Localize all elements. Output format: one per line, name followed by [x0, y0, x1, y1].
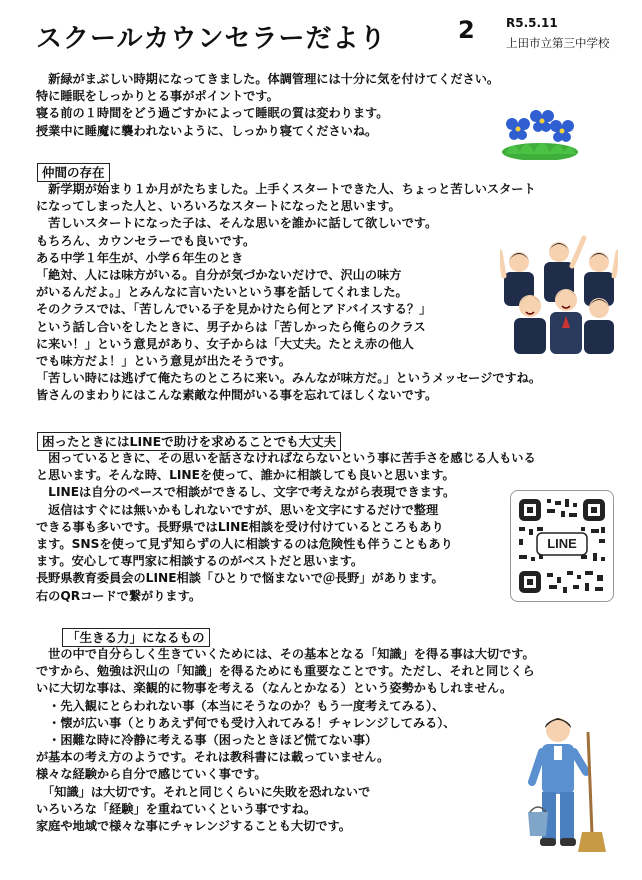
body-line: 世の中で自分らしく生きていくためには、その基本となる「知識」を得る事は大切です。	[36, 647, 535, 661]
intro-line: 新緑がまぶしい時期になってきました。体調管理には十分に気を付けてください。	[36, 72, 500, 86]
body-line: いろいろな「経験」を重ねていくという事ですね。	[36, 801, 317, 816]
body-line: ・困難な時に冷静に考える事（困ったときほど慌てない事）	[36, 733, 378, 748]
body-line: 長野県教育委員会のLINE相談「ひとりで悩まないで＠長野」があります。	[36, 571, 444, 586]
body-line: できる事も多いです。長野県ではLINE相談を受け付けているところもあり	[36, 519, 444, 534]
body-line: 家庭や地域で様々な事にチャレンジすることも大切です。	[36, 819, 351, 834]
body-line: ですから、勉強は沢山の「知識」を得るためにも重要なことです。ただし、それと同じくら	[36, 664, 535, 679]
body-line: でも味方だよ！」という意見が出たそうです。	[36, 354, 291, 369]
body-line: ある中学１年生が、小学６年生のとき	[36, 250, 244, 265]
line-qr-code[interactable]	[510, 490, 614, 602]
intro-line: 特に睡眠をしっかりとる事がポイントです。	[36, 89, 279, 104]
intro-line: 授業中に睡魔に襲われないように、しっかり寝てくださいね。	[36, 123, 378, 138]
issue-number: 2	[458, 16, 475, 44]
body-line: 皆さんのまわりにはこんな素敵な仲間がいる事を忘れてほしくないです。	[36, 388, 438, 403]
blue-flowers-illustration	[500, 108, 580, 160]
body-line: になってしまった人と、いろいろなスタートになったと思います。	[36, 199, 401, 214]
section-heading-line-help: 困ったときにはLINEで助けを求めることでも大丈夫	[37, 432, 341, 451]
body-line: 返信はすぐには無いかもしれないですが、思いを文字にするだけで整理	[36, 502, 439, 517]
intro-text	[36, 71, 499, 140]
school-name: 上田市立第三中学校	[506, 36, 610, 50]
body-line: に来い！」という意見があり、女子からは「大丈夫。たとえ赤の他人	[36, 336, 414, 351]
body-line: 様々な経験から自分で感じていく事です。	[36, 767, 267, 782]
janitor-with-broom-illustration	[528, 712, 610, 860]
page-title: スクールカウンセラーだより	[36, 24, 387, 54]
section1-body	[36, 181, 541, 405]
body-line: 「知識」は大切です。それと同じくらいに失敗を恐れないで	[36, 784, 371, 799]
body-line: いに大切な事は、楽観的に物事を考える（なんとかなる）という姿勢かもしれません。	[36, 681, 513, 696]
body-line: もちろん、カウンセラーでも良いです。	[36, 233, 256, 248]
issue-date: R5.5.11	[506, 16, 558, 30]
body-line: がいるんだよ。」とみんなに言いたいという事を話してくれました。	[36, 285, 408, 300]
body-line: 「苦しい時には逃げて俺たちのところに来い。みんなが味方だ。」というメッセージですね。	[36, 371, 542, 386]
section-heading-friends: 仲間の存在	[37, 163, 110, 182]
body-line: 「絶対、人には味方がいる。自分が気づかないだけで、沢山の味方	[36, 268, 402, 283]
section2-body	[36, 450, 536, 605]
body-line: という話し合いをしたときに、男子からは「苦しかったら俺らのクラス	[36, 319, 426, 334]
student-group-illustration	[500, 232, 618, 354]
intro-line: 寝る前の１時間をどう過ごすかによって睡眠の質は変わります。	[36, 106, 389, 121]
body-line: ます。安心して専門家に相談するのがベストだと思います。	[36, 554, 364, 569]
body-line: 新学期が始まり１か月がたちました。上手くスタートできた人、ちょっと苦しいスタート	[36, 182, 536, 196]
section-heading-power-to-live: 「生きる力」になるもの	[62, 628, 210, 647]
body-line: が基本の考え方のようです。それは教科書には載っていません。	[36, 750, 390, 765]
body-line: そのクラスでは、「苦しんでいる子を見かけたら何とアドバイスする？」	[36, 302, 432, 317]
body-line: 苦しいスタートになった子は、そんな思いを誰かに話して欲しいです。	[36, 216, 438, 231]
body-line: ・先入観にとらわれない事（本当にそうなのか？もう一度考えてみる）、	[36, 698, 445, 713]
body-line: ます。SNSを使って見ず知らずの人に相談するのは危険性も伴うこともあり	[36, 537, 453, 552]
body-line: 右のQRコードで繋がります。	[36, 588, 202, 603]
qr-line-label: LINE	[547, 536, 577, 551]
body-line: と思います。そんな時、LINEを使って、誰かに相談しても良いと思います。	[36, 468, 455, 483]
body-line: ・懐が広い事（とりあえず何でも受け入れてみる！チャレンジしてみる）、	[36, 715, 456, 730]
body-line: 困っているときに、その思いを話さなければならないという事に苦手さを感じる人もいる	[36, 451, 536, 465]
section3-body	[36, 646, 535, 835]
body-line: LINEは自分のペースで相談ができるし、文字で考えながら表現できます。	[36, 485, 456, 500]
